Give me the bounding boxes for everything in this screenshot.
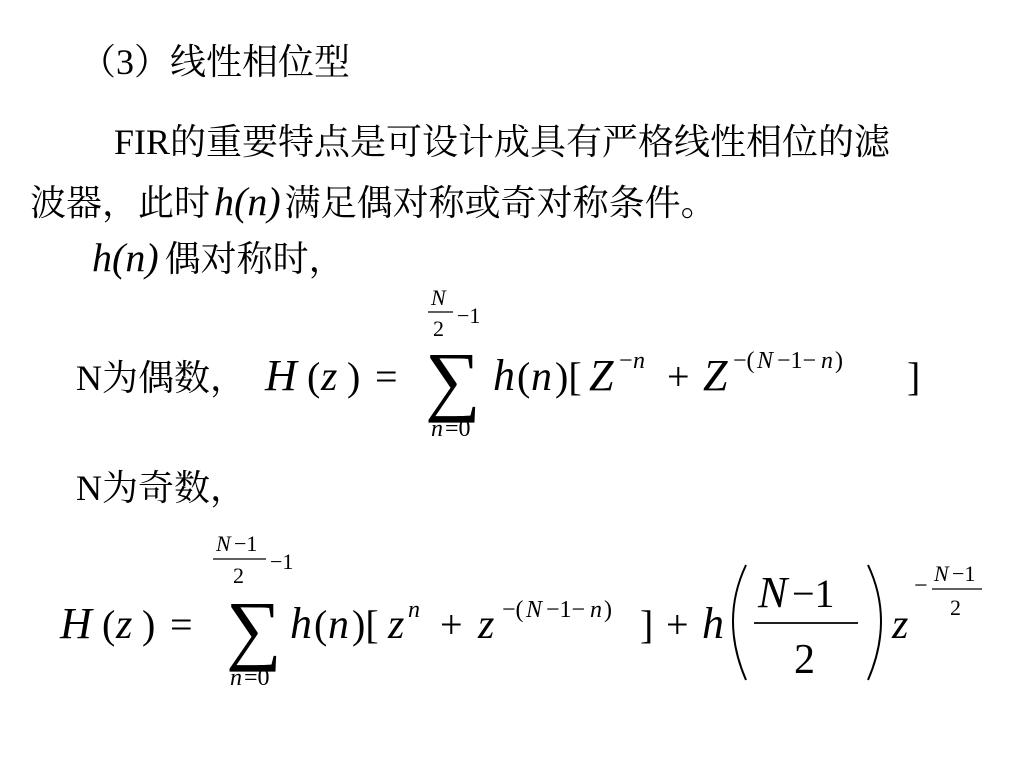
- svg-text:N: N: [216, 531, 231, 556]
- svg-text:n: n: [633, 348, 645, 374]
- svg-text:Z: Z: [589, 351, 614, 400]
- svg-text:N: N: [934, 561, 949, 586]
- svg-text:−1−: −1−: [546, 597, 586, 623]
- svg-text:=0: =0: [445, 416, 471, 442]
- even-symmetry-text: 偶对称时，: [164, 239, 345, 279]
- svg-text:=: =: [375, 354, 398, 399]
- formula-even: [255, 280, 945, 450]
- svg-text:H: H: [60, 599, 92, 648]
- svg-text:+: +: [666, 602, 689, 647]
- svg-text:−1: −1: [952, 561, 976, 586]
- svg-text:(: (: [314, 602, 328, 647]
- svg-text:∑: ∑: [425, 336, 481, 423]
- svg-text:z: z: [388, 602, 405, 648]
- paragraph-text-b: 满足偶对称或奇对称条件。: [284, 183, 717, 223]
- svg-text:n: n: [431, 416, 443, 442]
- even-symmetry-line: [92, 235, 345, 280]
- svg-text:): ): [347, 354, 361, 399]
- svg-text:−1: −1: [792, 571, 835, 616]
- svg-text:2: 2: [950, 595, 961, 620]
- svg-text:z: z: [478, 602, 495, 648]
- svg-text:): ): [604, 597, 612, 623]
- svg-text:−1−: −1−: [777, 348, 817, 374]
- svg-text:(: (: [102, 602, 116, 647]
- svg-text:−1: −1: [457, 303, 481, 328]
- svg-text:N: N: [526, 597, 543, 623]
- svg-text:n: n: [821, 348, 833, 374]
- svg-text:h: h: [493, 351, 515, 400]
- svg-text:H: H: [265, 351, 297, 400]
- paragraph-text-a: 波器，此时: [30, 183, 211, 223]
- svg-text:(: (: [517, 354, 531, 399]
- svg-text:n: n: [590, 597, 602, 623]
- svg-text:]: ]: [640, 602, 654, 647]
- paragraph-line-1: FIR的重要特点是可设计成具有严格线性相位的滤: [114, 122, 891, 162]
- svg-text:n: n: [230, 665, 242, 691]
- svg-text:)[: )[: [555, 354, 582, 399]
- svg-text:2: 2: [233, 563, 244, 588]
- svg-text:z: z: [321, 354, 338, 400]
- svg-text:+: +: [667, 354, 690, 399]
- svg-text:N: N: [431, 285, 446, 310]
- svg-text:)[: )[: [352, 602, 379, 647]
- svg-text:−1: −1: [270, 549, 294, 574]
- svg-text:+: +: [440, 602, 463, 647]
- svg-text:−(: −(: [733, 348, 755, 374]
- hn-symbol: h(n): [214, 179, 281, 224]
- svg-text:]: ]: [907, 354, 921, 399]
- svg-text:−(: −(: [502, 597, 524, 623]
- svg-text:): ): [835, 348, 843, 374]
- section-heading: （3）线性相位型: [80, 42, 351, 82]
- svg-text:n: n: [328, 602, 349, 648]
- svg-text:(: (: [307, 354, 321, 399]
- svg-text:=0: =0: [244, 665, 270, 691]
- svg-text:2: 2: [794, 637, 815, 683]
- hn-symbol-2: h(n): [92, 235, 159, 280]
- svg-text:2: 2: [433, 316, 444, 341]
- svg-text:n: n: [531, 354, 552, 400]
- svg-text:Z: Z: [703, 351, 728, 400]
- svg-text:∑: ∑: [226, 585, 282, 672]
- svg-text:z: z: [892, 602, 909, 648]
- svg-text:n: n: [408, 597, 420, 623]
- svg-text:): ): [142, 602, 156, 647]
- svg-text:−: −: [619, 348, 633, 374]
- svg-text:−1: −1: [234, 531, 258, 556]
- svg-text:N: N: [757, 348, 774, 374]
- case-even-label: N为偶数，: [76, 358, 246, 398]
- formula-odd: [50, 525, 1000, 700]
- svg-text:h: h: [290, 599, 312, 648]
- svg-text:=: =: [170, 602, 193, 647]
- svg-text:N: N: [758, 568, 788, 617]
- case-odd-label: N为奇数，: [76, 468, 246, 508]
- paragraph-line-2: [30, 179, 717, 224]
- svg-text:−: −: [914, 573, 928, 599]
- svg-text:h: h: [702, 599, 724, 648]
- svg-text:z: z: [116, 602, 133, 648]
